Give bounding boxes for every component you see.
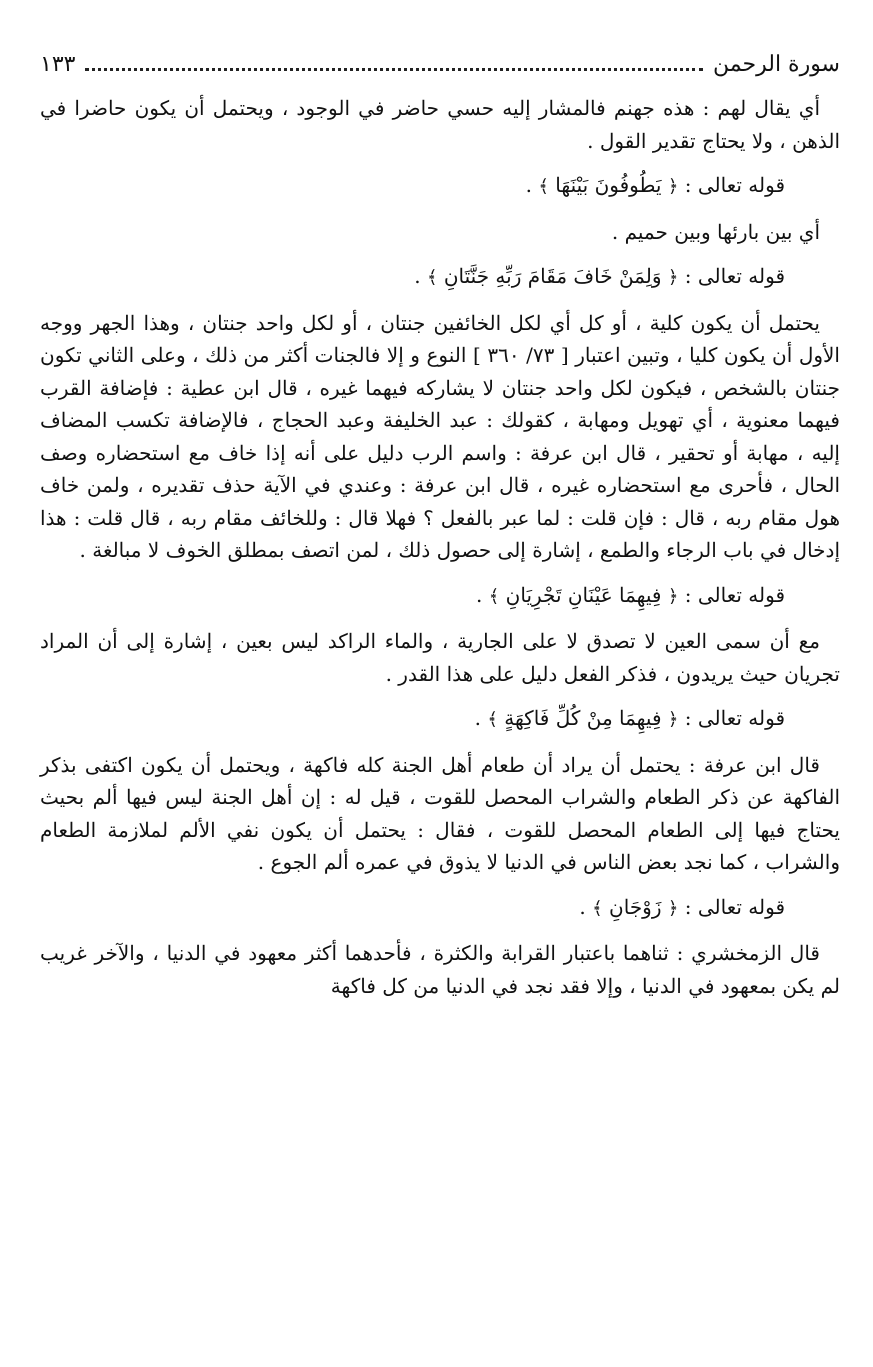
- quran-ayah: فِيهِمَا مِنْ كُلِّ فَاكِهَةٍ: [504, 706, 662, 730]
- ornate-bracket-open: ﴿: [667, 585, 679, 607]
- surah-title: سورة الرحمن: [713, 52, 840, 77]
- ornate-bracket-close: ﴾: [488, 585, 500, 607]
- ornate-bracket-open: ﴿: [667, 897, 679, 919]
- quran-ayah: زَوْجَانِ: [609, 894, 662, 919]
- verse-lead: قوله تعالى :: [684, 706, 785, 730]
- commentary-paragraph: أي يقال لهم : هذه جهنم فالمشار إليه حسي حاضر في الوجود ، ويحتمل أن يكون حاضرا في الذهن ، ولا يحتاج تقدير القول .: [40, 96, 840, 153]
- verse-end-mark: .: [579, 894, 586, 919]
- commentary-paragraph: قال الزمخشري : ثناهما باعتبار القرابة والكثرة ، فأحدهما أكثر معهود في الدنيا ، والآخر غريب لم يكن بمعهود في الدنيا ، وإلا فقد نجد في الدنيا من كل فاكهة: [40, 941, 840, 998]
- ornate-bracket-close: ﴾: [426, 267, 438, 288]
- page-number: ١٣٣: [40, 52, 76, 77]
- ornate-bracket-open: ﴿: [667, 709, 679, 730]
- ornate-bracket-close: ﴾: [487, 709, 498, 730]
- quran-ayah: فِيهِمَا عَيْنَانِ تَجْرِيَانِ: [505, 582, 662, 607]
- verse-line: [40, 702, 840, 737]
- verse-end-mark: .: [414, 264, 421, 288]
- verse-line: [40, 260, 840, 295]
- commentary-paragraph: مع أن سمى العين لا تصدق لا على الجارية ، والماء الراكد ليس بعين ، إشارة إلى أن المراد تجريان حيث يريدون ، فذكر الفعل دليل على هذا القدر .: [40, 629, 840, 686]
- verse-end-mark: .: [474, 706, 481, 730]
- ornate-bracket-close: ﴾: [538, 176, 549, 197]
- book-page: [40, 52, 840, 1352]
- verse-line: [40, 891, 840, 926]
- commentary-paragraph: أي بين بارئها وبين حميم .: [611, 219, 820, 244]
- commentary-paragraph: قال ابن عرفة : يحتمل أن يراد أن طعام أهل الجنة كله فاكهة ، ويحتمل أن يكون اكتفى بذكر الفاكهة عن ذكر الطعام والشراب المحصل للقوت ، قيل له : إن أهل الجنة ليس فيها ألم بحيث يحتاج فيها إلى الطعام المحصل للقوت ، فقال : يحتمل أن يكون نفي الألم لملازمة الطعام والشراب ، كما نجد بعض الناس في الدنيا لا يذوق في عمره ألم الجوع .: [40, 752, 840, 874]
- verse-lead: قوله تعالى :: [684, 582, 785, 607]
- verse-lead: قوله تعالى :: [684, 264, 785, 288]
- verse-end-mark: .: [476, 582, 483, 607]
- page-body: [40, 92, 840, 1002]
- quran-ayah: وَلِمَنْ خَافَ مَقَامَ رَبِّهِ جَنَّتَانِ: [443, 264, 662, 288]
- verse-end-mark: .: [525, 173, 533, 197]
- header-dot-leader: [85, 68, 703, 71]
- verse-lead: قوله تعالى :: [684, 894, 785, 919]
- verse-lead: قوله تعالى :: [684, 173, 785, 197]
- running-header: [40, 52, 840, 86]
- verse-line: [40, 169, 840, 204]
- ornate-bracket-open: ﴿: [667, 267, 679, 288]
- ornate-bracket-close: ﴾: [592, 897, 603, 919]
- quran-ayah: يَطُوفُونَ بَيْنَهَا: [555, 173, 662, 197]
- verse-line: [40, 579, 840, 614]
- commentary-paragraph: يحتمل أن يكون كلية ، أو كل أي لكل الخائفين جنتان ، أو لكل واحد جنتان ، وهذا الجهر ووجه الأول أن يكون كليا ، وتبين اعتبار [ ٧٣/ ٣٦٠ ] النوع و إلا فالجنات أكثر من ذلك ، وعلى الثاني تكون جنتان بالشخص ، فيكون لكل واحد جنتان لا يشاركه فيهما غيره ، قال ابن عطية : فإضافة القرب فيهما معنوية ، أي تهويل ومهابة ، كقولك : عبد الخليفة وعبد الحجاج ، فالإضافة تكسب المضاف إليه ، مهابة أو تحقير ، قال ابن عرفة : واسم الرب دليل على أنه إذا خاف مع استحضاره وصف الحال ، فأحرى مع استحضاره غيره ، قال ابن عرفة : وعندي في الآية حذف تقديره ، ولمن خاف هول مقام ربه ، قال : فإن قلت : لما عبر بالفعل ؟ فهلا قال : وللخائف مقام ربه ، قال قلت : هذا إدخال في باب الرجاء والطمع ، إشارة إلى حصول ذلك ، لمن اتصف بمطلق الخوف لا مبالغة .: [40, 310, 840, 562]
- ornate-bracket-open: ﴿: [667, 176, 679, 197]
